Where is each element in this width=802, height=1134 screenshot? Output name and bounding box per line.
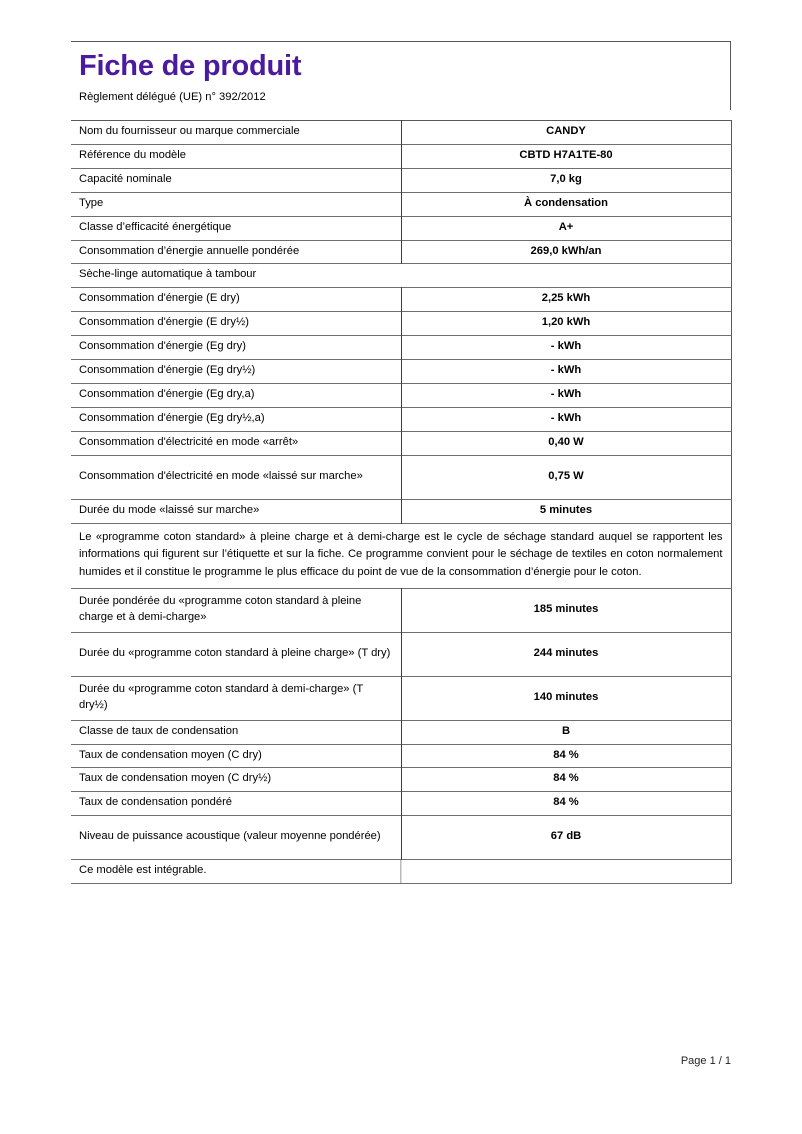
table-row bbox=[71, 768, 731, 792]
spec-value: CBTD H7A1TE-80 bbox=[519, 148, 613, 161]
standard-programme-note bbox=[71, 523, 731, 588]
spec-label: Durée du mode «laissé sur marche» bbox=[71, 499, 401, 523]
spec-value: 84 % bbox=[553, 796, 579, 809]
spec-label: Taux de condensation pondéré bbox=[71, 792, 401, 816]
table-row bbox=[71, 336, 731, 360]
spec-label: Consommation d’énergie annuelle pondérée bbox=[71, 240, 401, 264]
table-body bbox=[71, 121, 731, 884]
table-row bbox=[71, 144, 731, 168]
table-row bbox=[71, 360, 731, 384]
spec-label: Consommation d'énergie (E dry) bbox=[71, 288, 401, 312]
spec-label: Consommation d'énergie (Eg dry) bbox=[71, 336, 401, 360]
table-row bbox=[71, 523, 731, 588]
spec-value: 5 minutes bbox=[539, 503, 593, 516]
table-row bbox=[71, 288, 731, 312]
spec-value: - kWh bbox=[550, 411, 582, 424]
spec-label: Taux de condensation moyen (C dry) bbox=[71, 744, 401, 768]
table-row bbox=[71, 720, 731, 744]
spec-label: Durée du «programme coton standard à demi-charge» (T dry½) bbox=[71, 676, 401, 720]
table-row bbox=[71, 216, 731, 240]
table-row bbox=[71, 312, 731, 336]
spec-value: - kWh bbox=[550, 340, 582, 353]
product-specification-table bbox=[71, 120, 732, 884]
spec-value: À condensation bbox=[524, 196, 608, 209]
spec-label: Consommation d'énergie (Eg dry,a) bbox=[71, 383, 401, 407]
table-row bbox=[71, 792, 731, 816]
spec-value: 7,0 kg bbox=[550, 172, 582, 185]
spec-label: Durée pondérée du «programme coton standard à pleine charge et à demi-charge» bbox=[71, 588, 401, 632]
spec-value: 2,25 kWh bbox=[541, 292, 591, 305]
table-row bbox=[71, 860, 731, 884]
spec-label: Classe de taux de condensation bbox=[71, 720, 401, 744]
table-row bbox=[71, 632, 731, 676]
table-row bbox=[71, 676, 731, 720]
spec-value: A+ bbox=[558, 220, 574, 233]
table-row bbox=[71, 816, 731, 860]
spec-value: 1,20 kWh bbox=[541, 316, 591, 329]
spec-label: Consommation d'énergie (E dry½) bbox=[71, 312, 401, 336]
page-title: Fiche de produit bbox=[79, 50, 302, 82]
table-row bbox=[71, 240, 731, 264]
spec-value: - kWh bbox=[550, 387, 582, 400]
table-row bbox=[71, 192, 731, 216]
spec-value: 0,75 W bbox=[548, 469, 584, 482]
spec-label: Référence du modèle bbox=[71, 144, 401, 168]
note-text: Le «programme coton standard» à pleine charge et à demi-charge est le cycle de séchage standard auquel se rapportent les informations qui figurent sur l’étiquette et sur la fiche. Ce programme convient pour le séchage de textiles en coton normalement humides et il constitue le programme le plus efficace du point de vue de la consommation d’énergie pour le coton. bbox=[79, 530, 723, 578]
spec-label: Taux de condensation moyen (C dry½) bbox=[71, 768, 401, 792]
spec-value: 84 % bbox=[553, 748, 579, 761]
table-row bbox=[71, 588, 731, 632]
spec-value: 0,40 W bbox=[548, 435, 584, 448]
page-number-footer: Page 1 / 1 bbox=[680, 1055, 731, 1067]
spec-label: Consommation d'électricité en mode «laissé sur marche» bbox=[71, 455, 401, 499]
spec-label: Type bbox=[71, 192, 401, 216]
table-row bbox=[71, 431, 731, 455]
table-row bbox=[71, 121, 731, 145]
spec-value: 244 minutes bbox=[533, 646, 599, 659]
spec-label: Durée du «programme coton standard à pleine charge» (T dry) bbox=[71, 632, 401, 676]
spec-value: 67 dB bbox=[550, 830, 582, 843]
spec-value: B bbox=[561, 724, 571, 737]
spec-label: Capacité nominale bbox=[71, 168, 401, 192]
spec-value: 140 minutes bbox=[533, 690, 599, 703]
table-row bbox=[71, 455, 731, 499]
table-row bbox=[71, 499, 731, 523]
table-row bbox=[71, 744, 731, 768]
table-row bbox=[71, 168, 731, 192]
spec-value: 185 minutes bbox=[533, 602, 599, 615]
spec-value: 84 % bbox=[553, 772, 579, 785]
spec-value: CANDY bbox=[546, 125, 586, 137]
spec-label: Consommation d'énergie (Eg dry½) bbox=[71, 360, 401, 384]
spec-label: Consommation d'électricité en mode «arrêt» bbox=[71, 431, 401, 455]
spec-label: Nom du fournisseur ou marque commerciale bbox=[71, 121, 401, 145]
spec-label: Consommation d'énergie (Eg dry½,a) bbox=[71, 407, 401, 431]
integrable-note: Ce modèle est intégrable. bbox=[71, 860, 731, 884]
spec-label: Classe d’efficacité énergétique bbox=[71, 216, 401, 240]
spec-value: 269,0 kWh/an bbox=[530, 244, 602, 257]
section-heading: Sèche-linge automatique à tambour bbox=[79, 268, 257, 281]
regulation-reference: Règlement délégué (UE) n° 392/2012 bbox=[79, 91, 266, 104]
document-header bbox=[71, 41, 731, 110]
table-row bbox=[71, 264, 731, 288]
spec-label: Niveau de puissance acoustique (valeur moyenne pondérée) bbox=[71, 816, 401, 860]
spec-value: - kWh bbox=[550, 364, 582, 377]
table-row bbox=[71, 383, 731, 407]
table-row bbox=[71, 407, 731, 431]
